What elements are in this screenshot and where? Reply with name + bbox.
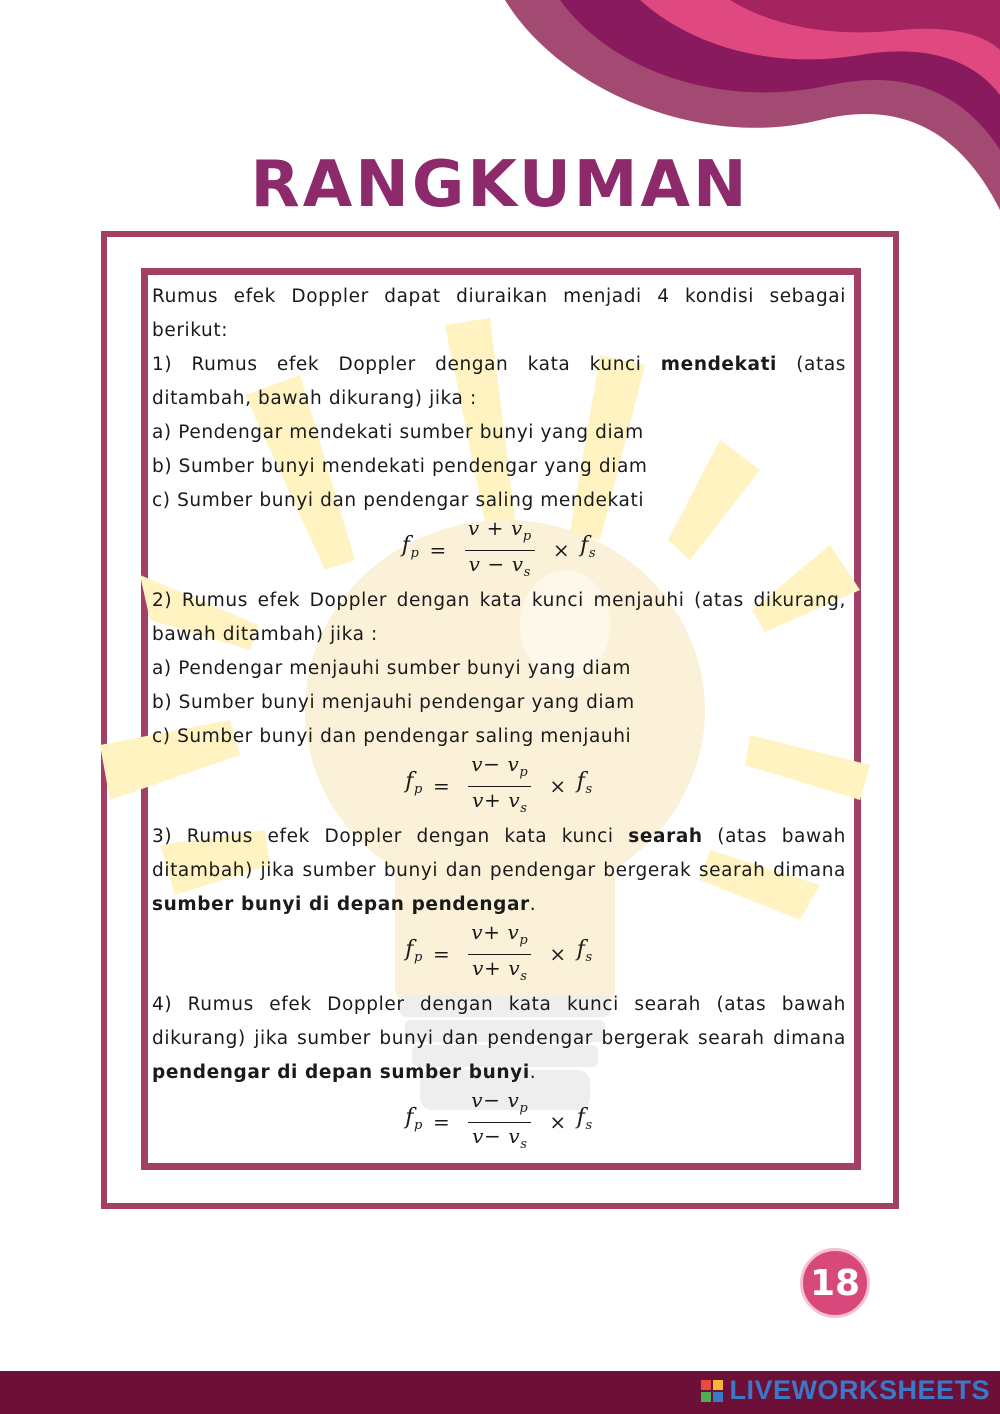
- section-2-item: c) Sumber bunyi dan pendengar saling menjauhi: [152, 726, 632, 747]
- brand-watermark[interactable]: [701, 1375, 990, 1406]
- summary-content: [152, 280, 846, 1156]
- section-2-item: a) Pendengar menjauhi sumber bunyi yang diam: [152, 658, 631, 679]
- section-1-item: a) Pendengar mendekati sumber bunyi yang diam: [152, 422, 644, 443]
- page-title: RANGKUMAN: [250, 148, 750, 222]
- page-number-badge: 18: [800, 1248, 870, 1318]
- section-4-heading: 4) Rumus efek Doppler dengan kata kunci searah (atas bawah dikurang) jika sumber bunyi dan pendengar bergerak searah dimana pendengar di depan sumber bunyi.: [152, 994, 846, 1083]
- section-1-heading: 1) Rumus efek Doppler dengan kata kunci mendekati (atas ditambah, bawah dikurang) jika :: [152, 354, 846, 409]
- section-2-heading: 2) Rumus efek Doppler dengan kata kunci menjauhi (atas dikurang, bawah ditambah) jika :: [152, 590, 846, 645]
- formula-4: $f_p$ = $\frac{v- v_p}{v- v_s}$ × $f_s$: [405, 1087, 593, 1152]
- formula-3: $f_p$ = $\frac{v+ v_p}{v+ v_s}$ × $f_s$: [405, 919, 593, 984]
- formula-2: $f_p$ = $\frac{v- v_p}{v+ v_s}$ × $f_s$: [405, 751, 593, 816]
- intro-text: Rumus efek Doppler dapat diuraikan menjadi 4 kondisi sebagai berikut:: [152, 286, 846, 341]
- section-1-item: b) Sumber bunyi mendekati pendengar yang diam: [152, 456, 648, 477]
- section-3-heading: 3) Rumus efek Doppler dengan kata kunci searah (atas bawah ditambah) jika sumber bunyi dan pendengar bergerak searah dimana sumber bunyi di depan pendengar.: [152, 826, 846, 915]
- liveworksheets-logo-icon: [701, 1380, 723, 1402]
- section-2-item: b) Sumber bunyi menjauhi pendengar yang diam: [152, 692, 635, 713]
- brand-name: LIVEWORKSHEETS: [729, 1375, 990, 1405]
- formula-1: $f_p$ = $\frac{v + v_p}{v - v_s}$ × $f_s$: [401, 515, 597, 580]
- section-1-item: c) Sumber bunyi dan pendengar saling mendekati: [152, 490, 645, 511]
